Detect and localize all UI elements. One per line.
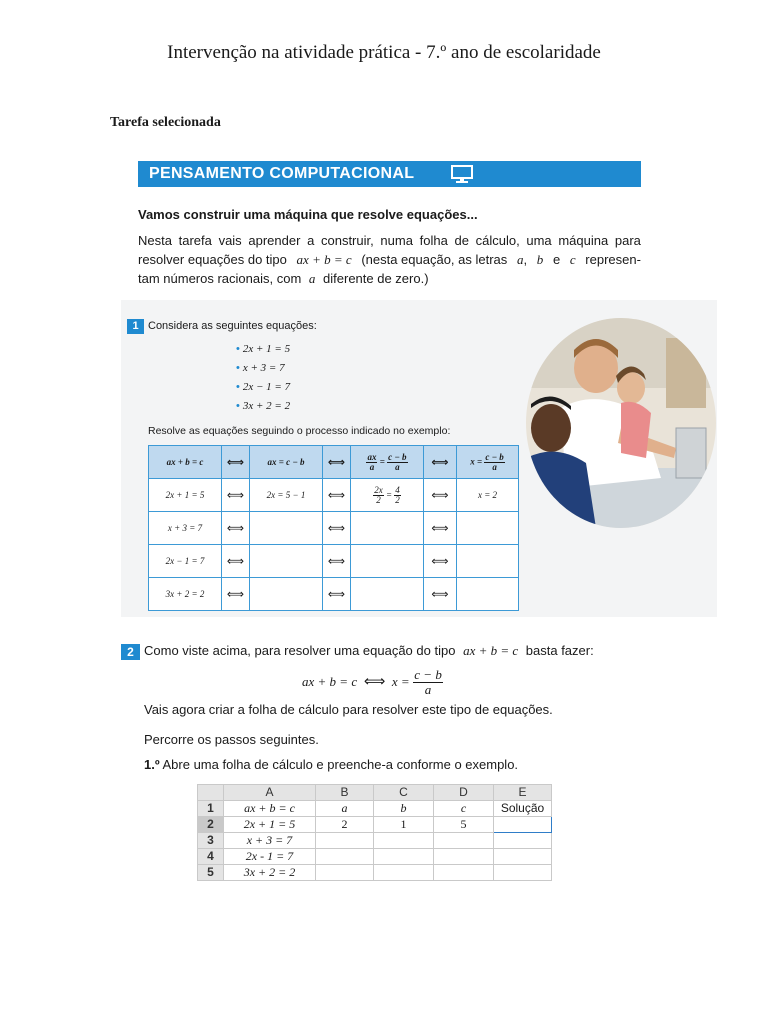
exercise-1-resolve-text: Resolve as equações seguindo o processo indicado no exemplo: <box>148 425 451 437</box>
sheet-cell[interactable] <box>374 848 434 864</box>
sheet-cell[interactable]: a <box>316 800 374 816</box>
intro-heading: Vamos construir uma máquina que resolve equações... <box>138 207 478 222</box>
header-cell: ax + b = c <box>149 446 222 479</box>
equation-item: • 2x + 1 = 5 <box>236 343 291 355</box>
row-header[interactable]: 5 <box>198 864 224 880</box>
equivalence-arrow: ⟺ <box>222 479 250 512</box>
column-header[interactable]: B <box>316 785 374 801</box>
table-cell: 3x + 2 = 2 <box>149 578 222 611</box>
sheet-cell[interactable] <box>434 832 494 848</box>
table-header-row <box>149 446 519 479</box>
header-cell <box>457 446 519 479</box>
table-cell: x + 3 = 7 <box>149 512 222 545</box>
banner-title: PENSAMENTO COMPUTACIONAL <box>149 165 415 182</box>
empty-answer-cell[interactable] <box>457 545 519 578</box>
fraction-numerator: c − b <box>485 451 504 462</box>
word: a <box>307 233 315 248</box>
equivalence-arrow: ⟺ <box>424 446 457 479</box>
sheet-cell[interactable]: 2x - 1 = 7 <box>224 848 316 864</box>
word: construir, <box>320 233 374 248</box>
exercise-2-text-pre: Como viste acima, para resolver uma equação do tipo <box>144 643 456 658</box>
fraction-denominator: 2 <box>395 494 400 505</box>
sheet-cell[interactable] <box>494 832 552 848</box>
word: para <box>614 233 641 248</box>
equivalence-arrow: ⟺ <box>424 578 457 611</box>
sheet-row <box>198 832 552 848</box>
row-header[interactable]: 3 <box>198 832 224 848</box>
sheet-cell[interactable] <box>316 832 374 848</box>
sheet-row <box>198 848 552 864</box>
equivalence-arrow: ⟺ <box>323 512 351 545</box>
equivalence-arrow: ⟺ <box>424 512 457 545</box>
empty-answer-cell[interactable] <box>351 512 424 545</box>
corner-cell <box>198 785 224 801</box>
row-header[interactable]: 1 <box>198 800 224 816</box>
x-equals: x = <box>470 456 483 467</box>
sheet-cell[interactable] <box>494 848 552 864</box>
step-1 <box>144 757 518 772</box>
equals-sign: = <box>379 456 385 467</box>
page-title: Intervenção na atividade prática - 7.º ano de escolaridade <box>167 42 601 63</box>
intro-line-1 <box>138 231 641 250</box>
word: cálculo, <box>475 233 520 248</box>
equivalence-arrow: ⟺ <box>424 479 457 512</box>
formula-left: ax + b = c <box>302 673 358 689</box>
vais-text: Vais agora criar a folha de cálculo para resolver este tipo de equações. <box>144 702 553 717</box>
monitor-icon <box>451 165 473 183</box>
table-row <box>149 545 519 578</box>
fraction-denominator: a <box>395 461 400 472</box>
selected-cell[interactable] <box>494 816 552 832</box>
equation: x + 3 = 7 <box>242 362 285 374</box>
fraction-denominator: a <box>424 682 432 697</box>
empty-answer-cell[interactable] <box>250 578 323 611</box>
table-row <box>149 479 519 512</box>
sheet-cell[interactable]: 2x + 1 = 5 <box>224 816 316 832</box>
var-b: b <box>536 252 544 267</box>
sheet-cell[interactable]: 1 <box>374 816 434 832</box>
fraction-numerator: c − b <box>388 451 407 462</box>
column-header[interactable]: D <box>434 785 494 801</box>
word: tarefa <box>178 233 212 248</box>
equivalence-arrow: ⟺ <box>424 545 457 578</box>
word: numa <box>380 233 413 248</box>
empty-answer-cell[interactable] <box>250 545 323 578</box>
word: folha <box>419 233 448 248</box>
column-header-row <box>198 785 552 801</box>
table-cell <box>351 479 424 512</box>
sheet-cell[interactable]: b <box>374 800 434 816</box>
fraction-numerator: ax <box>367 451 377 462</box>
exercise-2-badge: 2 <box>121 644 140 660</box>
column-header[interactable]: C <box>374 785 434 801</box>
exercise-2-text-post: basta fazer: <box>525 643 594 658</box>
empty-answer-cell[interactable] <box>250 512 323 545</box>
step-number: 1.º <box>144 757 160 772</box>
table-cell: 2x − 1 = 7 <box>149 545 222 578</box>
fraction-denominator: a <box>492 461 497 472</box>
exercise-2-text <box>144 643 594 659</box>
var-a: a <box>308 271 316 286</box>
empty-answer-cell[interactable] <box>351 578 424 611</box>
conjunction: e <box>552 252 561 267</box>
fraction-numerator: c − b <box>414 667 442 682</box>
classroom-photo <box>526 318 716 528</box>
exercise-1-instruction: Considera as seguintes equações: <box>148 320 317 332</box>
intro-text: represen- <box>585 252 641 267</box>
row-header[interactable]: 4 <box>198 848 224 864</box>
fraction-denominator: 2 <box>376 494 381 505</box>
sheet-cell[interactable]: 3x + 2 = 2 <box>224 864 316 880</box>
intro-line-2 <box>138 250 641 269</box>
equivalence-arrow: ⟺ <box>222 545 250 578</box>
row-header[interactable]: 2 <box>198 816 224 832</box>
table-row <box>149 512 519 545</box>
table-cell: 2x = 5 − 1 <box>250 479 323 512</box>
exercise-1-badge: 1 <box>127 319 144 334</box>
step-text: Abre uma folha de cálculo e preenche-a conforme o exemplo. <box>162 757 519 772</box>
equivalence-arrow: ⟺ <box>222 512 250 545</box>
fraction-denominator: a <box>369 461 375 472</box>
equation: 2x + 1 = 5 <box>242 343 291 355</box>
table-cell: 2x + 1 = 5 <box>149 479 222 512</box>
equation-item: • x + 3 = 7 <box>236 362 285 374</box>
sheet-cell[interactable] <box>374 864 434 880</box>
classroom-illustration <box>526 318 716 528</box>
comma: , <box>523 252 528 267</box>
sheet-cell[interactable]: ax + b = c <box>224 800 316 816</box>
inline-equation: ax + b = c <box>463 643 519 658</box>
word: Nesta <box>138 233 172 248</box>
sheet-row <box>198 800 552 816</box>
intro-text: resolver equações do tipo <box>138 252 287 267</box>
sheet-row <box>198 816 552 832</box>
column-header[interactable]: E <box>494 785 552 801</box>
equivalence-arrow: ⟺ <box>323 446 351 479</box>
word: uma <box>526 233 552 248</box>
header-cell: ax = c − b <box>250 446 323 479</box>
sheet-row <box>198 864 552 880</box>
section-heading: Tarefa selecionada <box>110 115 221 130</box>
equation-table <box>148 445 519 611</box>
table-row <box>149 578 519 611</box>
word: de <box>454 233 469 248</box>
sheet-cell[interactable] <box>434 848 494 864</box>
equivalence-arrow: ⟺ <box>222 578 250 611</box>
equivalence-arrow: ⟺ <box>323 578 351 611</box>
equivalence-arrow: ⟺ <box>323 479 351 512</box>
equals-sign: = <box>385 489 393 500</box>
sheet-cell[interactable] <box>316 848 374 864</box>
word: máquina <box>558 233 609 248</box>
empty-answer-cell[interactable] <box>457 578 519 611</box>
column-header[interactable]: A <box>224 785 316 801</box>
intro-text: (nesta equação, as letras <box>361 252 508 267</box>
sheet-cell[interactable] <box>434 864 494 880</box>
fraction-numerator: 4 <box>395 484 400 495</box>
empty-answer-cell[interactable] <box>351 545 424 578</box>
var-c: c <box>569 252 576 267</box>
intro-text: tam números racionais, com <box>138 271 302 286</box>
sheet-cell[interactable]: 2 <box>316 816 374 832</box>
sheet-cell[interactable] <box>316 864 374 880</box>
sheet-cell[interactable]: c <box>434 800 494 816</box>
intro-text: diferente de zero.) <box>323 271 429 286</box>
sheet-cell[interactable] <box>494 864 552 880</box>
equation: 2x − 1 = 7 <box>242 381 291 393</box>
equivalence-arrow: ⟺ <box>222 446 250 479</box>
var-a: a <box>516 252 524 267</box>
formula-x: x = <box>391 673 410 689</box>
equivalence-arrow: ⟺ <box>363 672 386 690</box>
sheet-cell[interactable]: Solução <box>494 800 552 816</box>
inline-equation: ax + b = c <box>296 252 352 267</box>
fraction-numerator: 2x <box>374 484 383 495</box>
empty-answer-cell[interactable] <box>457 512 519 545</box>
sheet-cell[interactable]: 5 <box>434 816 494 832</box>
spreadsheet-grid <box>197 784 552 881</box>
equation-item: • 3x + 2 = 2 <box>236 400 291 412</box>
sheet-cell[interactable] <box>374 832 434 848</box>
percorre-text: Percorre os passos seguintes. <box>144 732 319 747</box>
header-cell <box>351 446 424 479</box>
equivalence-arrow: ⟺ <box>323 545 351 578</box>
word: aprender <box>248 233 301 248</box>
sheet-cell[interactable]: x + 3 = 7 <box>224 832 316 848</box>
solution-formula <box>302 668 443 697</box>
equation-item: • 2x − 1 = 7 <box>236 381 291 393</box>
banner <box>138 161 641 187</box>
intro-line-3 <box>138 269 641 288</box>
word: vais <box>218 233 242 248</box>
table-cell: x = 2 <box>457 479 519 512</box>
equation: 3x + 2 = 2 <box>242 400 291 412</box>
